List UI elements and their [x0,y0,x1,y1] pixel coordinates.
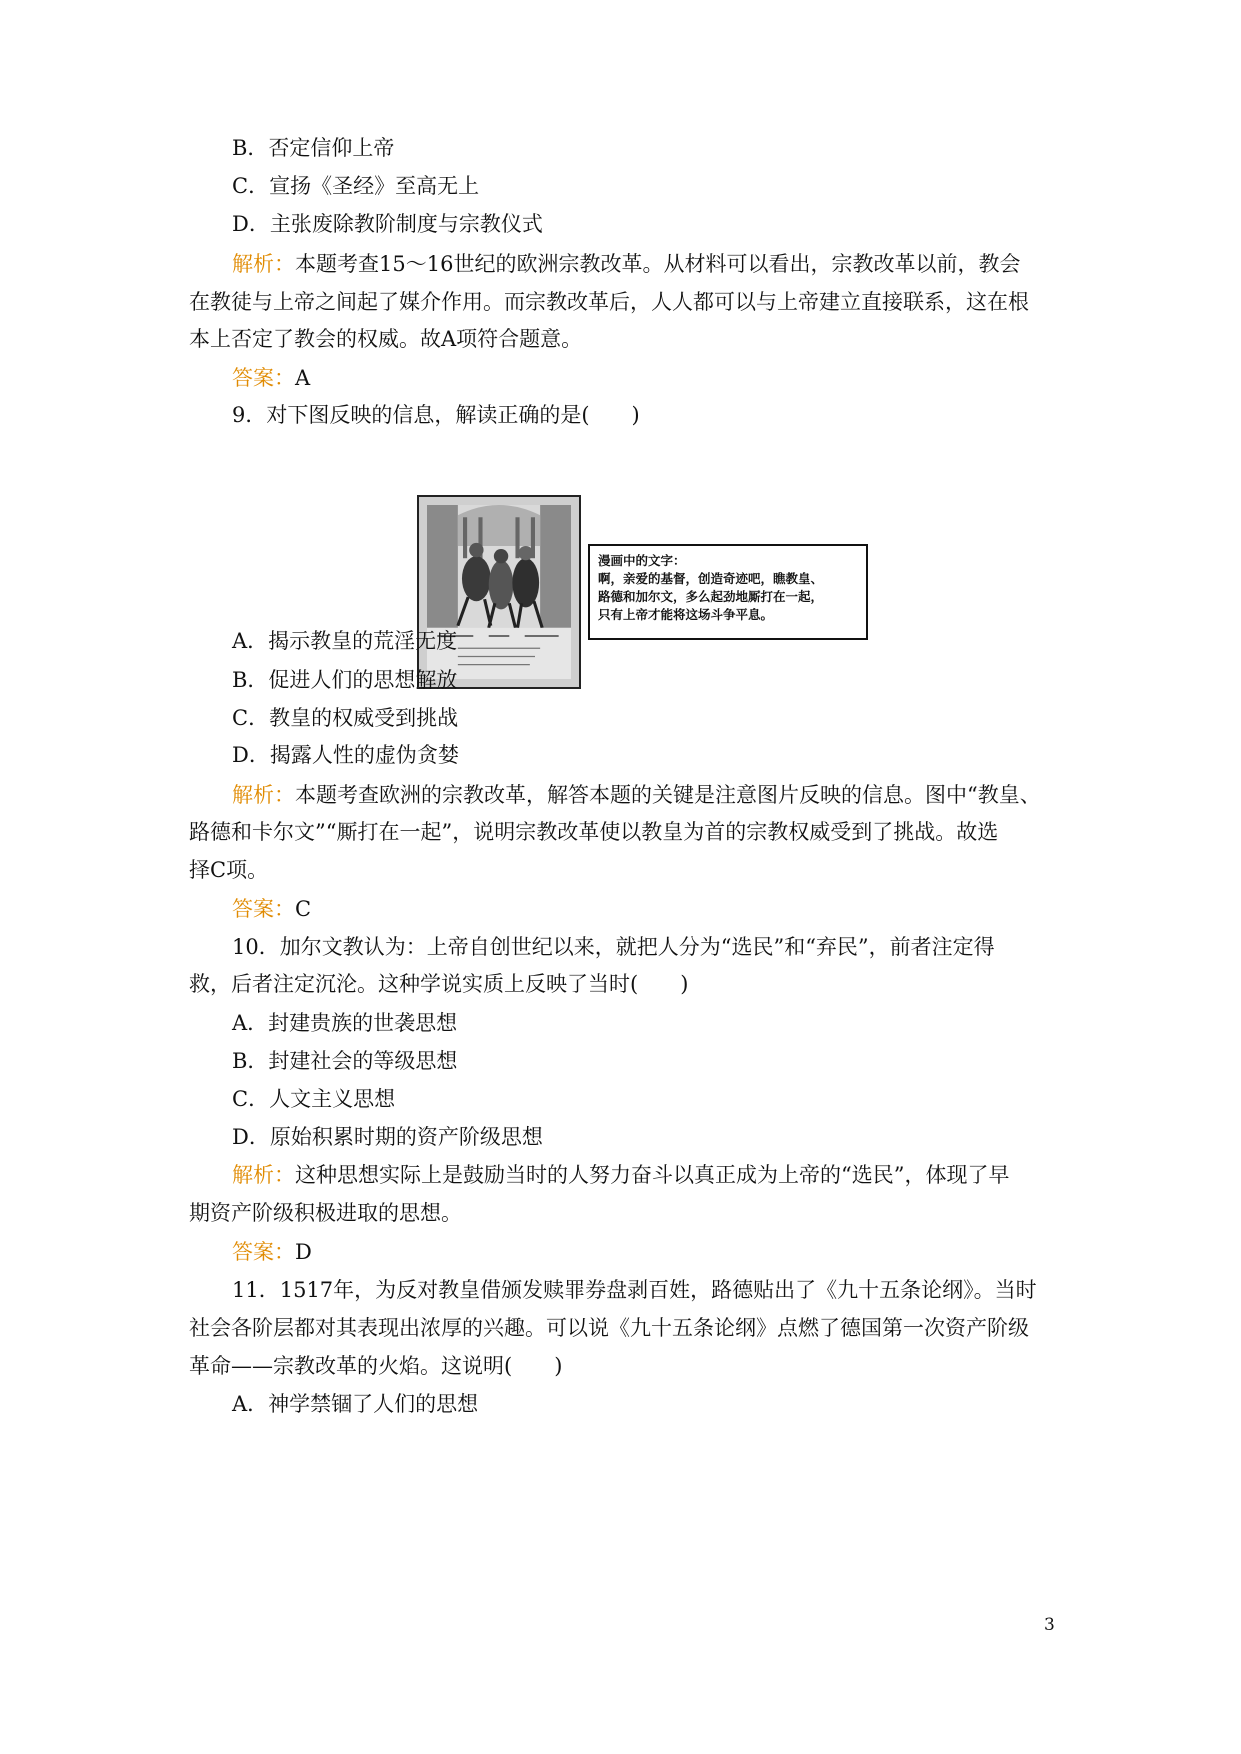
analysis-q10-line1: 解析：这种思想实际上是鼓励当时的人努力奋斗以真正成为上帝的“选民”，体现了早 [232,1163,1010,1187]
option-d-q9: D．揭露人性的虚伪贪婪 [232,743,459,767]
caption-line-3: 只有上帝才能将这场斗争平息。 [598,607,774,622]
option-a-q10: A．封建贵族的世袭思想 [232,1011,458,1035]
analysis-label: 解析： [232,252,295,276]
analysis-q10-line2: 期资产阶级积极进取的思想。 [189,1201,462,1225]
analysis-q8-line2: 在教徒与上帝之间起了媒介作用。而宗教改革后，人人都可以与上帝建立直接联系，这在根 [189,290,1029,314]
answer-label: 答案： [232,897,295,921]
answer-q8: 答案：A [232,366,311,390]
answer-label: 答案： [232,1240,295,1264]
option-c-q8: C．宣扬《圣经》至高无上 [232,174,480,198]
page-number: 3 [1044,1615,1055,1635]
analysis-label: 解析： [232,783,295,807]
analysis-q9-line1: 解析：本题考查欧洲的宗教改革，解答本题的关键是注意图片反映的信息。图中“教皇、 [232,783,1041,807]
question-10-line1: 10．加尔文教认为：上帝自创世纪以来，就把人分为“选民”和“弃民”，前者注定得 [232,935,995,959]
answer-q10: 答案：D [232,1240,312,1264]
option-a-q9: A．揭示教皇的荒淫无度 [232,629,458,653]
analysis-q9-line2: 路德和卡尔文”“厮打在一起”，说明宗教改革使以教皇为首的宗教权威受到了挑战。故选 [189,820,999,844]
option-b-q10: B．封建社会的等级思想 [232,1049,458,1073]
option-c-q10: C．人文主义思想 [232,1087,396,1111]
option-d-q8: D．主张废除教阶制度与宗教仪式 [232,212,543,236]
cartoon-caption-box [588,544,868,640]
option-a-q11: A．神学禁锢了人们的思想 [232,1392,479,1416]
question-11-line3: 革命——宗教改革的火焰。这说明( ) [189,1354,563,1378]
option-b-q9: B．促进人们的思想解放 [232,668,458,692]
answer-label: 答案： [232,366,295,390]
question-10-line2: 救，后者注定沉沦。这种学说实质上反映了当时( ) [189,972,689,996]
analysis-q8-line1: 解析：本题考查15～16世纪的欧洲宗教改革。从材料可以看出，宗教改革以前，教会 [232,252,1021,276]
question-11-line1: 11．1517年，为反对教皇借颁发赎罪券盘剥百姓，路德贴出了《九十五条论纲》。当时 [232,1278,1037,1302]
caption-title: 漫画中的文字： [598,553,686,568]
question-9: 9．对下图反映的信息，解读正确的是( ) [232,403,640,427]
caption-line-1: 啊，亲爱的基督，创造奇迹吧，瞧教皇、 [598,571,824,586]
cartoon-image [417,495,581,689]
analysis-q8-line3: 本上否定了教会的权威。故A项符合题意。 [189,327,583,351]
analysis-label: 解析： [232,1163,295,1187]
question-11-line2: 社会各阶层都对其表现出浓厚的兴趣。可以说《九十五条论纲》点燃了德国第一次资产阶级 [189,1316,1029,1340]
option-b-q8: B．否定信仰上帝 [232,136,395,160]
option-d-q10: D．原始积累时期的资产阶级思想 [232,1125,543,1149]
option-c-q9: C．教皇的权威受到挑战 [232,706,459,730]
answer-q9: 答案：C [232,897,312,921]
caption-line-2: 路德和加尔文，多么起劲地厮打在一起， [598,589,824,604]
analysis-q9-line3: 择C项。 [189,858,269,882]
